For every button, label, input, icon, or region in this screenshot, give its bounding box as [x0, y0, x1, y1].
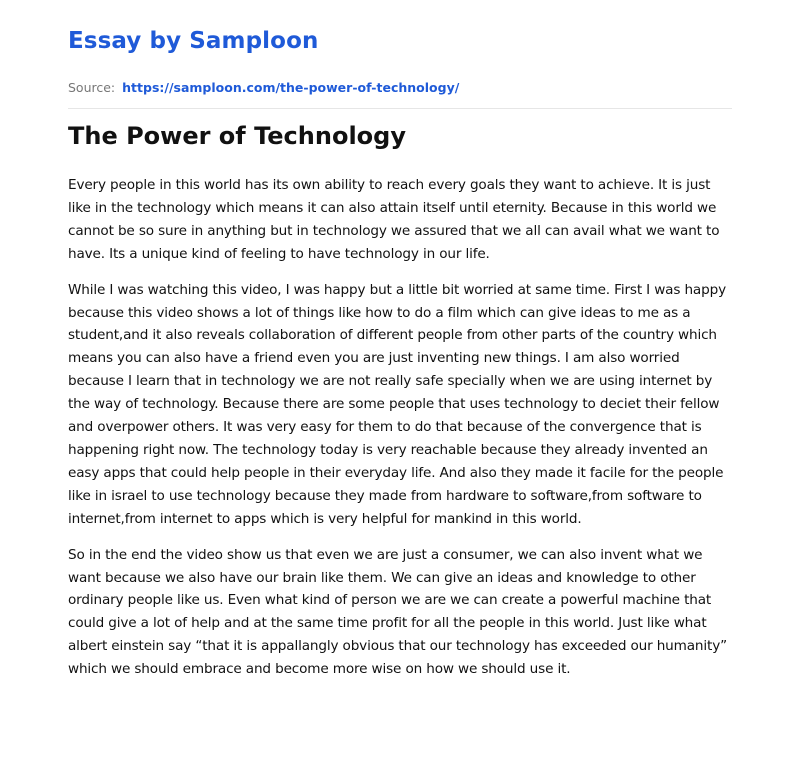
- essay-paragraph: Every people in this world has its own ability to reach every goals they want to achieve. It is just like in the technology which means it can also attain itself until eternity. Because in this world we cannot be so sure in anything but in technology we assured that we all can avail what we want to have. Its a unique kind of feeling to have technology in our life.: [68, 177, 720, 262]
- essay-title: The Power of Technology: [68, 122, 406, 150]
- essay-paragraph: So in the end the video show us that even we are just a consumer, we can also invent what we want because we also have our brain like them. We can give an ideas and knowledge to other ordinary people like us. Even what kind of person we are we can create a powerful machine that could give a lot of help and at the same time profit for all the people in this world. Just like what albert einstein say “that it is appallangly obvious that our technology has exceeded our humanity” which we should embrace and become more wise on how we should use it.: [68, 546, 727, 678]
- site-brand: Essay by Samploon: [68, 28, 319, 54]
- source-link[interactable]: https://samploon.com/the-power-of-technology/: [122, 80, 460, 95]
- source-label: Source:: [68, 80, 116, 95]
- header-divider: [68, 108, 732, 109]
- essay-paragraph: While I was watching this video, I was happy but a little bit worried at same time. First I was happy because this video shows a lot of things like how to do a film which can give ideas to me as a student,and it also reveals collaboration of different people from other parts of the country which means you can also have a friend even you are just inventing new things. I am also worried because I learn that in technology we are not really safe specially when we are using internet by the way of technology. Because there are some people that uses technology to deciet their fellow and overpower others. It was very easy for them to do that because of the convergence that is happening right now. The technology today is very reachable because they already invented an easy apps that could help people in their everyday life. And also they made it facile for the people like in israel to use technology because they made from hardware to software,from software to internet,from internet to apps which is very helpful for mankind in this world.: [68, 281, 726, 527]
- essay-body: [68, 174, 732, 694]
- source-line: [68, 80, 459, 95]
